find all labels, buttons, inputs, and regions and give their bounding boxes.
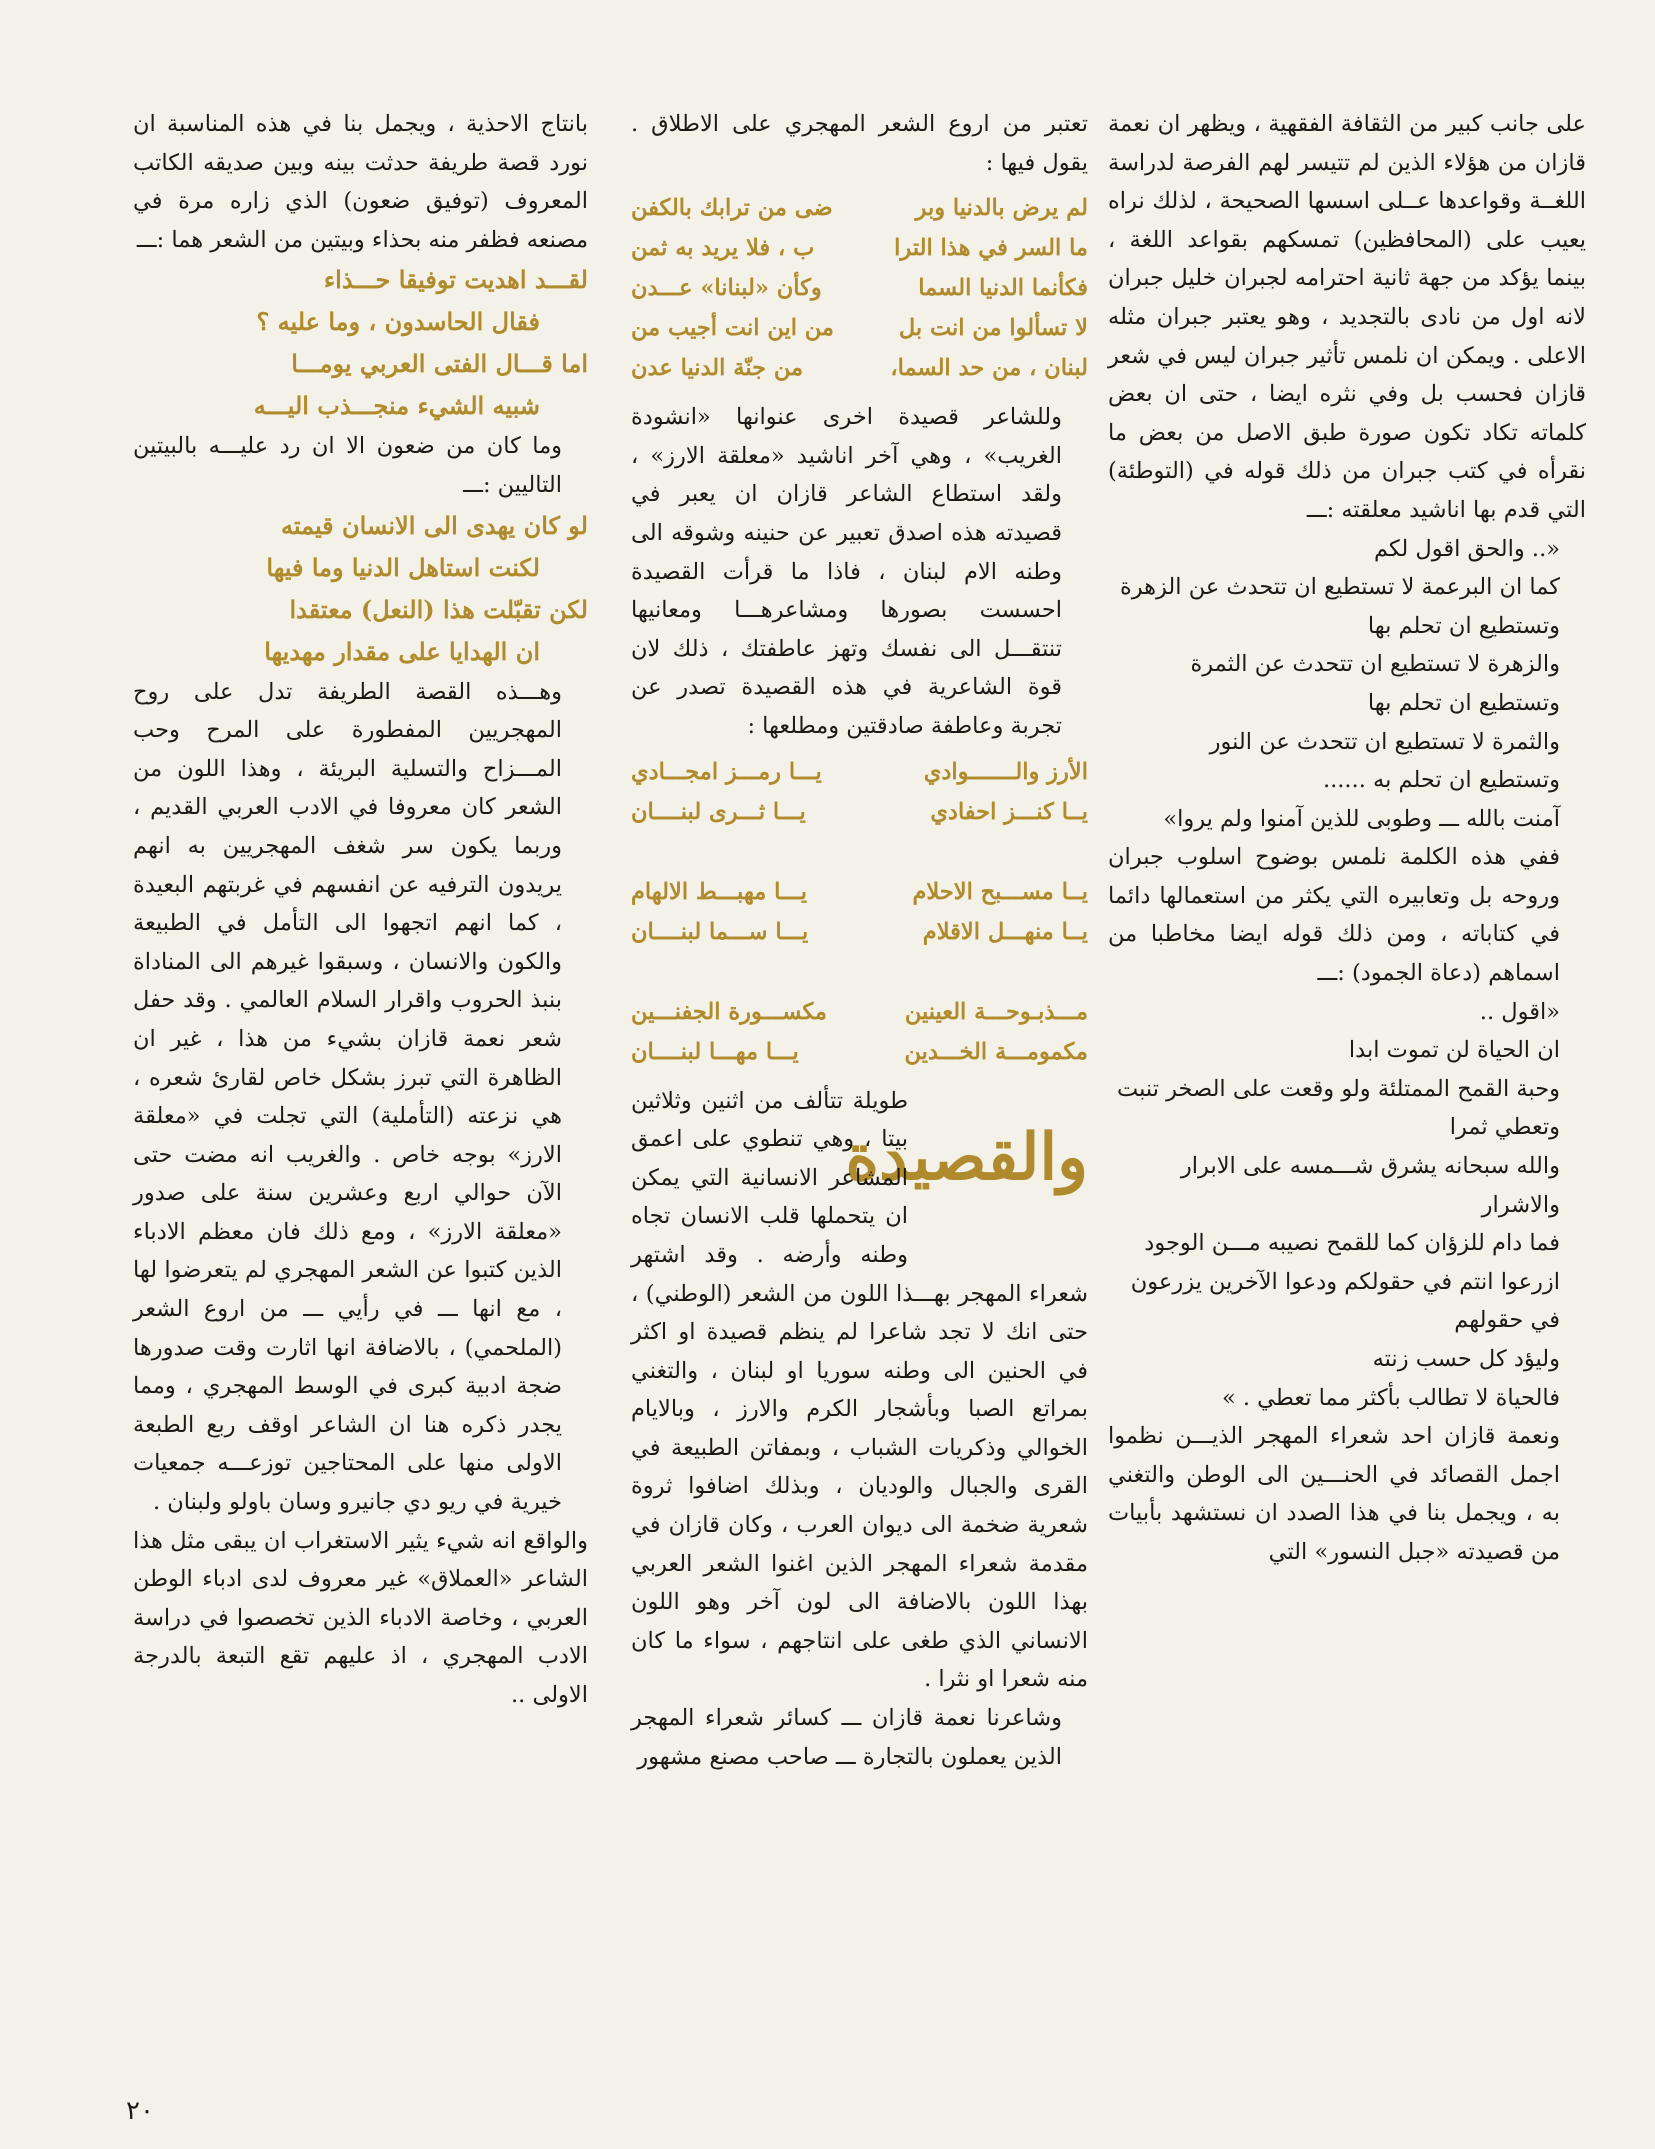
verse-line: فما دام للزؤان كما للقمح نصيبه مـــن الوجود [1144, 1230, 1560, 1257]
paragraph: ونعمة قازان احد شعراء المهجر الذيـــن نظموا اجمل القصائد في الحنـــين الى الوطن والتغني به ، ويجمل بنا في هذا الصدد ان نستشهد بأبيات من قصيدته «جبل النسور» التي [1108, 1423, 1560, 1565]
hemistich: يــا منهـــل الاقلام [922, 918, 1088, 945]
verse-line: وليؤد كل حسب زنته [1372, 1346, 1560, 1372]
verse-line: والثمرة لا تستطيع ان تتحدث عن النور [1209, 728, 1560, 755]
column-middle [631, 105, 1088, 1776]
hemistich: مـــذبـوحـــة العينين [904, 998, 1088, 1025]
paragraph: وللشاعر قصيدة اخرى عنوانها «انشودة الغريب» ، وهي آخر اناشيد «معلقة الارز» ، ولقد استطاع الشاعر قازان ان يعبر في قصيدته هذه اصدق تعبير عن حنينه وشوقه الى وطنه الام لبنان ، فاذا ما قرأت القصيدة احسست بصورها ومشاعرهـــا ومعانيها تنتقـــل الى نفسك وتهز عاطفتك ، ذلك لان قوة الشاعرية في هذه القصيدة تصدر عن تجربة وعاطفة صادقتين ومطلعها : [631, 404, 1062, 739]
hemistich: يـــا مهـــا لبنــــان [631, 1038, 799, 1065]
poem-couplet [631, 792, 1088, 832]
hemistich: مكمومـــة الخـــدين [904, 1038, 1088, 1065]
poem-couplet [631, 992, 1088, 1032]
poem-couplet [631, 308, 1088, 348]
verse-line: آمنت بالله ـــ وطوبى للذين آمنوا ولم يروا» [1163, 805, 1560, 832]
verse-line: والزهرة لا تستطيع ان تتحدث عن الثمرة [1190, 651, 1560, 678]
poem-couplet [631, 188, 1088, 228]
poem-line: لو كان يهدى الى الانسان قيمته [280, 510, 588, 540]
hemistich: ب ، فلا يريد به ثمن [631, 235, 815, 262]
verse-line: فالحياة لا تطالب بأكثر مما تعطي . » [1221, 1384, 1560, 1411]
paragraph: على جانب كبير من الثقافة الفقهية ، ويظهر ان نعمة قازان من هؤلاء الذين لم تتيسر لهم الفرصة لدراسة اللغــة وقواعدها عــلى اسسها الصحيحة ، لذلك نراه يعيب على (المحافظين) تمسكهم بقواعد اللغة ، بينما يؤكد من جهة ثانية احترامه لجبران خليل جبران لانه اول من نادى بالتجديد ، وهو يعتبر جبران مثله الاعلى . ويمكن ان نلمس تأثير جبران ليس في شعر قازان فحسب بل وفي نثره ايضا ، حتى ان بعض كلماته تكاد تكون صورة طبق الاصل من بعض ما نقرأه في كتب جبران من ذلك قوله في (التوطئة) التي قدم بها اناشيد معلقته :ـــ [1108, 111, 1586, 523]
decorative-heading-word: والقصيدة [845, 1119, 1088, 1195]
poem-line: لكن تقبّلت هذا (النعل) معتقدا [289, 594, 588, 624]
hemistich: مكســـورة الجفنـــين [631, 998, 827, 1025]
poem-anshudat-algharib [631, 752, 1088, 1072]
hemistich: لا تسألوا من انت بل [898, 315, 1088, 342]
poem-couplet [631, 268, 1088, 308]
paragraph: وهـــذه القصة الطريفة تدل على روح المهجريين المفطورة على المرح وحب المـــزاح والتسلية البريئة ، وهذا اللون من الشعر كان معروفا في الادب العربي القديم ، وربما يكون سر شغف المهجريين به انهم يريدون الترفيه عن انفسهم في غربتهم البعيدة ، كما انهم اتجهوا الى التأمل في الطبيعة والكون والانسان ، وسبقوا غيرهم الى المناداة بنبذ الحروب واقرار السلام العالمي . وقد حفل شعر نعمة قازان بشيء من هذا ، غير ان الظاهرة التي تبرز بشكل خاص لقارئ شعره ، هي نزعته (التأملية) التي تجلت في «معلقة الارز» بوجه خاص . والغريب انه مضت حتى الآن حوالي اربع وعشرين سنة على صدور «معلقة الارز» ، ومع ذلك فان معظم الادباء الذين كتبوا عن الشعر المهجري لم يتعرضوا لها ، مع انها ـــ في رأيي ـــ من اروع الشعر (الملحمي) ، بالاضافة انها اثارت وقت صدورها ضجة ادبية كبرى في الوسط المهجري ، ومما يجدر ذكره هنا ان الشاعر اوقف ربع الطبعة الاولى منها على المحتاجين توزعـــه جمعيات خيرية في ريو دي جانيرو وسان باولو ولبنان . [133, 678, 562, 1516]
paragraph: تعتبر من اروع الشعر المهجري على الاطلاق . يقول فيها : [631, 111, 1088, 176]
hemistich: يـــا ثـــرى لبنــــان [631, 798, 806, 825]
hemistich: ضى من ترابك بالكفن [631, 195, 833, 222]
poem-jabal-alnusur [631, 188, 1088, 388]
poem-couplet [631, 228, 1088, 268]
hemistich: فكأنما الدنيا السما [918, 275, 1088, 302]
paragraph: طويلة تتألف من اثنين وثلاثين بيتا ، وهي تنطوي على اعمق المشاعر الانسانية التي يمكن ان يتحملها قلب الانسان تجاه وطنه وأرضه . وقد اشتهر شعراء المهجر بهـــذا اللون من الشعر (الوطني) ، حتى انك لا تجد شاعرا لم ينظم قصيدة او اكثر في الحنين الى وطنه سوريا او لبنان ، والتغني بمراتع الصبا وبأشجار الكرم والارز ، وبالايام الخوالي وذكريات الشباب ، وبمفاتن الطبيعة في القرى والجبال والوديان ، وبذلك اضافوا ثروة شعرية ضخمة الى ديوان العرب ، وكان قازان في مقدمة شعراء المهجر الذين اغنوا الشعر العربي بهذا اللون بالاضافة الى لون آخر وهو اللون الانساني الذي طغى على انتاجهم ، سواء ما كان منه شعرا او نثرا . [631, 1087, 1088, 1693]
poem-line: شبيه الشيء منجـــذب اليـــه [253, 391, 540, 421]
hemistich: من اين انت أجيب من [631, 315, 834, 342]
column-left [133, 105, 588, 1715]
hemistich: يـــا رمـــز امجـــادي [631, 758, 822, 785]
stanza-gap [631, 952, 1088, 992]
hemistich: ما السر في هذا الترا [894, 235, 1088, 262]
hemistich: من جنّة الدنيا عدن [631, 355, 804, 382]
column-right [1108, 105, 1586, 1572]
paragraph: وما كان من ضعون الا ان رد عليـــه بالبيتين التاليين :ـــ [133, 433, 562, 498]
hemistich: لبنان ، من حد السما، [890, 355, 1088, 382]
verse-line: «.. والحق اقول لكم [1373, 535, 1560, 562]
stanza-gap [631, 832, 1088, 872]
poem-line: ان الهدايا على مقدار مهديها [264, 636, 540, 666]
poem-couplet [631, 752, 1088, 792]
verse-line: ازرعوا انتم في حقولكم ودعوا الآخرين يزرعون في حقولهم [1130, 1268, 1560, 1334]
hemistich: يــا مســـبح الاحلام [912, 878, 1088, 905]
verse-line: وتستطيع ان تحلم بها [1367, 689, 1560, 716]
poem-couplet [631, 912, 1088, 952]
hemistich: الأرز والـــــــوادي [923, 758, 1088, 785]
poem-line: فقال الحاسدون ، وما عليه ؟ [256, 307, 540, 337]
poem-couplet [631, 1032, 1088, 1072]
verse-line: وتستطيع ان تحلم بها [1367, 612, 1560, 639]
hemistich: وكأن «لبنانا» عـــدن [631, 275, 822, 302]
paragraph: ففي هذه الكلمة نلمس بوضوح اسلوب جبران وروحه بل وتعابيره التي يكثر من استعمالها دائما في كتاباته ، ومن ذلك قوله ايضا مخاطبا من اسماهم (دعاة الجمود) :ـــ [1108, 844, 1560, 987]
paragraph: وشاعرنا نعمة قازان ـــ كسائر شعراء المهجر الذين يعملون بالتجارة ـــ صاحب مصنع مشهور [631, 1705, 1062, 1770]
poem-couplet [631, 872, 1088, 912]
paragraph: والواقع انه شيء يثير الاستغراب ان يبقى مثل هذا الشاعر «العملاق» غير معروف لدى ادباء الوطن العربي ، وخاصة الادباء الذين تخصصوا في دراسة الادب المهجري ، اذ عليهم تقع التبعة بالدرجة الاولى .. [133, 1527, 588, 1708]
hemistich: يـــا ســـما لبنــــان [631, 918, 809, 945]
paragraph: بانتاج الاحذية ، ويجمل بنا في هذه المناسبة ان نورد قصة طريفة حدثت بينه وبين صديقه الكاتب المعروف (توفيق ضعون) الذي زاره مرة في مصنعه فظفر منه بحذاء وبيتين من الشعر هما :ـــ [133, 111, 588, 253]
verse-line: والله سبحانه يشرق شـــمسه على الابرار والاشرار [1180, 1153, 1560, 1218]
page-number: ٢٠ [126, 2096, 154, 2126]
verse-line: «اقول .. [1479, 998, 1560, 1025]
poem-couplet [631, 348, 1088, 388]
poem-line: اما قـــال الفتى العربي يومـــا [291, 349, 588, 379]
poem-line: لكنت استاهل الدنيا وما فيها [266, 552, 540, 582]
verse-line: وتستطيع ان تحلم به ...... [1322, 767, 1560, 794]
verse-line: كما ان البرعمة لا تستطيع ان تتحدث عن الزهرة [1119, 574, 1560, 601]
hemistich: يــا كنـــز احفادي [930, 798, 1088, 825]
hemistich: يـــا مهبـــط الالهام [631, 878, 808, 905]
verse-line: ان الحياة لن تموت ابدا [1348, 1037, 1560, 1064]
poem-line: لقـــد اهديت توفيقا حـــذاء [323, 265, 588, 295]
verse-line: وحبة القمح الممتلئة ولو وقعت على الصخر تنبت وتعطي ثمرا [1117, 1075, 1560, 1141]
hemistich: لم يرض بالدنيا وبر [915, 195, 1088, 222]
